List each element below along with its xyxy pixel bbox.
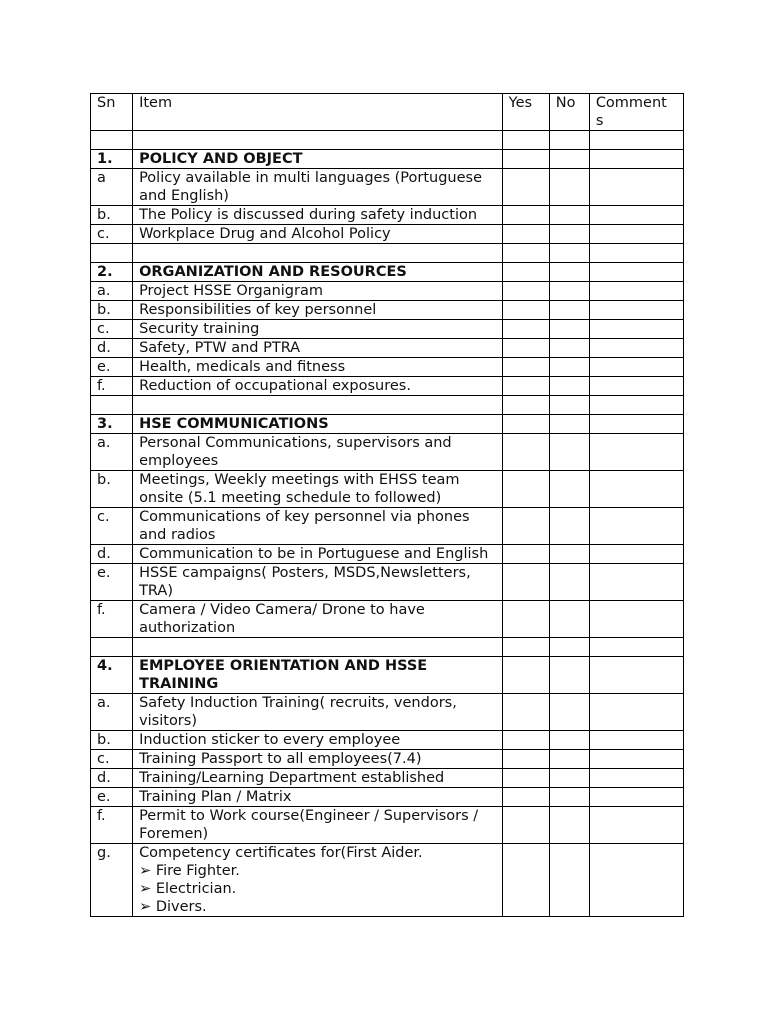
row-number: c. (97, 751, 110, 767)
comments-cell (589, 844, 683, 917)
yes-cell (502, 377, 549, 396)
item-cell (133, 244, 503, 263)
comments-cell (589, 564, 683, 601)
no-cell (549, 244, 589, 263)
section-row (91, 150, 684, 169)
table-row (91, 508, 684, 545)
comments-cell (589, 638, 683, 657)
comments-cell (589, 320, 683, 339)
item-cell (133, 320, 503, 339)
row-number: c. (97, 321, 110, 337)
no-cell (549, 263, 589, 282)
row-label: Policy available in multi languages (Portuguese and English) (139, 170, 482, 204)
comments-cell (589, 225, 683, 244)
bullet-item: ➢ Electrician. (139, 881, 237, 897)
item-cell (133, 131, 503, 150)
comments-cell (589, 694, 683, 731)
yes-cell (502, 807, 549, 844)
header-yes: Yes (502, 94, 549, 131)
yes-cell (502, 434, 549, 471)
comments-cell (589, 508, 683, 545)
yes-cell (502, 150, 549, 169)
row-label: Safety, PTW and PTRA (139, 340, 301, 356)
table-row (91, 731, 684, 750)
comments-cell (589, 415, 683, 434)
row-label: HSSE campaigns( Posters, MSDS,Newsletters, TRA) (139, 565, 471, 599)
blank-row (91, 638, 684, 657)
no-cell (549, 788, 589, 807)
sn-cell (91, 206, 133, 225)
no-cell (549, 731, 589, 750)
comments-cell (589, 301, 683, 320)
sn-cell (91, 225, 133, 244)
row-number: d. (97, 546, 111, 562)
yes-cell (502, 225, 549, 244)
row-number: e. (97, 359, 111, 375)
item-cell (133, 564, 503, 601)
row-label: Training Plan / Matrix (139, 789, 292, 805)
row-number: 2. (97, 264, 113, 280)
table-row (91, 377, 684, 396)
yes-cell (502, 750, 549, 769)
sn-cell (91, 657, 133, 694)
comments-cell (589, 244, 683, 263)
row-label: Responsibilities of key personnel (139, 302, 377, 318)
no-cell (549, 807, 589, 844)
comments-cell (589, 150, 683, 169)
comments-cell (589, 601, 683, 638)
comments-cell (589, 731, 683, 750)
table-row (91, 169, 684, 206)
comments-cell (589, 788, 683, 807)
item-cell (133, 301, 503, 320)
no-cell (549, 358, 589, 377)
row-label: Camera / Video Camera/ Drone to have authorization (139, 602, 425, 636)
sn-cell (91, 301, 133, 320)
yes-cell (502, 471, 549, 508)
no-cell (549, 131, 589, 150)
table-row (91, 358, 684, 377)
table-row (91, 301, 684, 320)
table-row (91, 694, 684, 731)
row-number: a. (97, 435, 111, 451)
no-cell (549, 282, 589, 301)
row-label: Communication to be in Portuguese and English (139, 546, 489, 562)
row-label: Project HSSE Organigram (139, 283, 323, 299)
row-number: f. (97, 808, 106, 824)
comments-cell (589, 750, 683, 769)
yes-cell (502, 339, 549, 358)
no-cell (549, 694, 589, 731)
table-row (91, 545, 684, 564)
sn-cell (91, 601, 133, 638)
item-cell (133, 638, 503, 657)
sn-cell (91, 471, 133, 508)
row-label: Induction sticker to every employee (139, 732, 401, 748)
item-cell (133, 206, 503, 225)
table-row (91, 564, 684, 601)
sn-cell (91, 320, 133, 339)
item-cell (133, 282, 503, 301)
comments-cell (589, 206, 683, 225)
sn-cell (91, 377, 133, 396)
comments-cell (589, 545, 683, 564)
sn-cell (91, 844, 133, 917)
header-row (91, 94, 684, 131)
table-row (91, 807, 684, 844)
yes-cell (502, 788, 549, 807)
sn-cell (91, 415, 133, 434)
item-cell (133, 225, 503, 244)
yes-cell (502, 282, 549, 301)
table-row (91, 769, 684, 788)
row-label: EMPLOYEE ORIENTATION AND HSSE TRAINING (139, 658, 428, 692)
header-no: No (549, 94, 589, 131)
row-number: 4. (97, 658, 113, 674)
table-row (91, 320, 684, 339)
item-cell (133, 657, 503, 694)
no-cell (549, 564, 589, 601)
sn-cell (91, 545, 133, 564)
comments-cell (589, 377, 683, 396)
item-cell (133, 545, 503, 564)
item-cell (133, 769, 503, 788)
row-label: Workplace Drug and Alcohol Policy (139, 226, 391, 242)
comments-cell (589, 358, 683, 377)
table-row (91, 750, 684, 769)
item-cell (133, 788, 503, 807)
no-cell (549, 657, 589, 694)
yes-cell (502, 844, 549, 917)
row-label: Personal Communications, supervisors and employees (139, 435, 452, 469)
section-row (91, 657, 684, 694)
row-number: 1. (97, 151, 113, 167)
sn-cell (91, 396, 133, 415)
yes-cell (502, 415, 549, 434)
row-label: The Policy is discussed during safety induction (139, 207, 478, 223)
no-cell (549, 638, 589, 657)
table-row (91, 844, 684, 917)
item-cell (133, 601, 503, 638)
blank-row (91, 396, 684, 415)
header-comments: Comment s (589, 94, 683, 131)
section-row (91, 415, 684, 434)
comments-cell (589, 807, 683, 844)
no-cell (549, 601, 589, 638)
no-cell (549, 169, 589, 206)
table-row (91, 206, 684, 225)
no-cell (549, 301, 589, 320)
checklist-body (91, 94, 684, 917)
table-row (91, 434, 684, 471)
comments-cell (589, 169, 683, 206)
no-cell (549, 471, 589, 508)
no-cell (549, 545, 589, 564)
item-cell (133, 396, 503, 415)
row-label: Security training (139, 321, 260, 337)
table-row (91, 788, 684, 807)
yes-cell (502, 358, 549, 377)
blank-row (91, 131, 684, 150)
item-cell (133, 807, 503, 844)
comments-cell (589, 263, 683, 282)
yes-cell (502, 545, 549, 564)
comments-cell (589, 131, 683, 150)
sn-cell (91, 169, 133, 206)
bullet-item: ➢ Fire Fighter. (139, 863, 240, 879)
section-row (91, 263, 684, 282)
sn-cell (91, 339, 133, 358)
sn-cell (91, 638, 133, 657)
item-cell (133, 471, 503, 508)
comments-cell (589, 434, 683, 471)
sn-cell (91, 131, 133, 150)
item-cell (133, 169, 503, 206)
table-row (91, 471, 684, 508)
row-label: Training Passport to all employees(7.4) (139, 751, 422, 767)
yes-cell (502, 564, 549, 601)
sn-cell (91, 731, 133, 750)
no-cell (549, 320, 589, 339)
row-number: b. (97, 732, 111, 748)
row-label: Training/Learning Department established (139, 770, 445, 786)
yes-cell (502, 169, 549, 206)
yes-cell (502, 638, 549, 657)
row-number: g. (97, 845, 111, 861)
sn-cell (91, 807, 133, 844)
no-cell (549, 844, 589, 917)
yes-cell (502, 769, 549, 788)
header-sn: Sn (91, 94, 133, 131)
no-cell (549, 750, 589, 769)
row-number: a (97, 170, 106, 186)
item-cell (133, 377, 503, 396)
sn-cell (91, 263, 133, 282)
yes-cell (502, 396, 549, 415)
row-label: Safety Induction Training( recruits, vendors, visitors) (139, 695, 457, 729)
bullet-item: ➢ Divers. (139, 899, 207, 915)
no-cell (549, 150, 589, 169)
sn-cell (91, 788, 133, 807)
yes-cell (502, 206, 549, 225)
sn-cell (91, 150, 133, 169)
sn-cell (91, 564, 133, 601)
row-number: a. (97, 695, 111, 711)
item-cell (133, 694, 503, 731)
sn-cell (91, 750, 133, 769)
sn-cell (91, 358, 133, 377)
no-cell (549, 396, 589, 415)
item-cell (133, 750, 503, 769)
table-row (91, 225, 684, 244)
table-row (91, 282, 684, 301)
row-number: e. (97, 789, 111, 805)
header-item: Item (133, 94, 503, 131)
no-cell (549, 339, 589, 358)
row-label: Reduction of occupational exposures. (139, 378, 411, 394)
comments-cell (589, 282, 683, 301)
row-number: b. (97, 472, 111, 488)
row-number: c. (97, 509, 110, 525)
yes-cell (502, 731, 549, 750)
yes-cell (502, 694, 549, 731)
table-row (91, 339, 684, 358)
row-number: e. (97, 565, 111, 581)
yes-cell (502, 263, 549, 282)
no-cell (549, 206, 589, 225)
sn-cell (91, 434, 133, 471)
sn-cell (91, 282, 133, 301)
no-cell (549, 434, 589, 471)
row-label: Permit to Work course(Engineer / Supervisors / Foremen) (139, 808, 479, 842)
item-cell (133, 358, 503, 377)
row-label: HSE COMMUNICATIONS (139, 416, 329, 432)
row-number: b. (97, 302, 111, 318)
row-label: Competency certificates for(First Aider. (139, 845, 423, 861)
yes-cell (502, 657, 549, 694)
hsse-checklist-table (90, 93, 684, 917)
no-cell (549, 769, 589, 788)
yes-cell (502, 244, 549, 263)
comments-cell (589, 657, 683, 694)
sn-cell (91, 769, 133, 788)
row-label: POLICY AND OBJECT (139, 151, 303, 167)
no-cell (549, 377, 589, 396)
yes-cell (502, 601, 549, 638)
item-cell (133, 508, 503, 545)
row-number: c. (97, 226, 110, 242)
blank-row (91, 244, 684, 263)
comments-cell (589, 769, 683, 788)
item-cell (133, 150, 503, 169)
table-row (91, 601, 684, 638)
yes-cell (502, 131, 549, 150)
sn-cell (91, 694, 133, 731)
row-number: b. (97, 207, 111, 223)
row-number: a. (97, 283, 111, 299)
comments-cell (589, 396, 683, 415)
comments-cell (589, 471, 683, 508)
item-cell (133, 844, 503, 917)
row-number: f. (97, 602, 106, 618)
no-cell (549, 415, 589, 434)
row-number: d. (97, 340, 111, 356)
row-number: f. (97, 378, 106, 394)
yes-cell (502, 320, 549, 339)
item-cell (133, 263, 503, 282)
yes-cell (502, 508, 549, 545)
comments-cell (589, 339, 683, 358)
sn-cell (91, 508, 133, 545)
row-label: Meetings, Weekly meetings with EHSS team onsite (5.1 meeting schedule to followed) (139, 472, 460, 506)
sn-cell (91, 244, 133, 263)
yes-cell (502, 301, 549, 320)
no-cell (549, 225, 589, 244)
item-cell (133, 731, 503, 750)
no-cell (549, 508, 589, 545)
row-number: 3. (97, 416, 113, 432)
item-cell (133, 415, 503, 434)
item-cell (133, 434, 503, 471)
row-label: ORGANIZATION AND RESOURCES (139, 264, 407, 280)
row-label: Communications of key personnel via phones and radios (139, 509, 470, 543)
item-cell (133, 339, 503, 358)
row-label: Health, medicals and fitness (139, 359, 346, 375)
row-number: d. (97, 770, 111, 786)
